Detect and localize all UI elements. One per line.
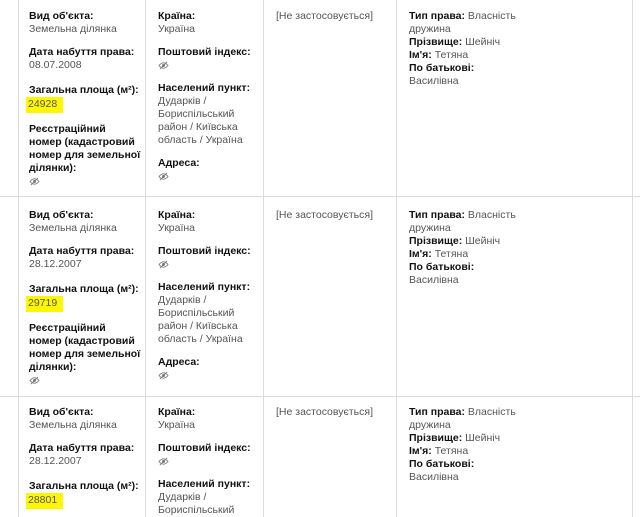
row-divider [0, 396, 640, 397]
table-border-left [18, 0, 19, 517]
right-type-label: Тип права: [409, 209, 465, 221]
acquisition-date-value: 28.12.2007 [29, 455, 82, 467]
patronymic-value: Василівна [409, 274, 459, 286]
country-label: Країна: [158, 209, 196, 221]
right-type-value: Власність дружина [409, 209, 516, 234]
table-row [29, 406, 141, 507]
locality-value: Дударків / Бориспільський [158, 491, 235, 516]
acquisition-date-value: 08.07.2008 [29, 59, 82, 71]
postal-code-value [158, 455, 260, 468]
location-cell [158, 10, 260, 183]
right-type-value: Власність дружина [409, 10, 516, 35]
object-type-label: Вид об'єкта: [29, 406, 94, 418]
cadastral-number-label: Реєстраційний номер (кадастровий номер для земельної ділянки): [29, 322, 141, 373]
owner-cell [409, 406, 519, 484]
right-type-label: Тип права: [409, 10, 465, 22]
not-applicable-text: [Не застосовується] [276, 10, 373, 22]
column-divider [145, 0, 146, 517]
acquisition-date-label: Дата набуття права: [29, 442, 135, 454]
eye-slash-icon [29, 177, 40, 186]
surname-value: Шейніч [465, 36, 501, 48]
name-value: Тетяна [434, 49, 469, 61]
eye-slash-icon [158, 172, 169, 181]
postal-code-label: Поштовий індекс: [158, 442, 251, 454]
postal-code-label: Поштовий індекс: [158, 245, 251, 257]
surname-label: Прізвище: [409, 235, 463, 247]
owner-cell [409, 10, 519, 88]
eye-slash-icon [158, 260, 169, 269]
cadastral-number-value [29, 374, 141, 387]
location-cell [158, 406, 260, 517]
object-type-value: Земельна ділянка [29, 222, 117, 234]
total-area-label: Загальна площа (м²): [29, 84, 139, 96]
table-row [29, 10, 141, 188]
name-label: Ім'я: [409, 49, 432, 61]
object-type-label: Вид об'єкта: [29, 10, 94, 22]
address-value [158, 170, 260, 183]
name-label: Ім'я: [409, 248, 432, 260]
total-area-label: Загальна площа (м²): [29, 480, 139, 492]
country-value: Україна [158, 419, 196, 431]
cadastral-number-label: Реєстраційний номер (кадастровий номер для земельної ділянки): [29, 123, 141, 174]
cadastral-number-value [29, 175, 141, 188]
object-type-label: Вид об'єкта: [29, 209, 94, 221]
patronymic-label: По батькові: [409, 62, 475, 74]
locality-value: Дударків / Бориспільський район / Київська область / Україна [158, 95, 243, 146]
total-area-value: 28801 [26, 493, 63, 509]
locality-label: Населений пункт: [158, 478, 251, 490]
postal-code-label: Поштовий індекс: [158, 46, 251, 58]
eye-slash-icon [29, 376, 40, 385]
total-area-value: 29719 [26, 296, 63, 312]
address-value [158, 369, 260, 382]
postal-code-value [158, 59, 260, 72]
surname-value: Шейніч [465, 432, 501, 444]
patronymic-value: Василівна [409, 471, 459, 483]
eye-slash-icon [158, 61, 169, 70]
name-value: Тетяна [434, 248, 469, 260]
acquisition-date-value: 28.12.2007 [29, 258, 82, 270]
right-type-label: Тип права: [409, 406, 465, 418]
country-value: Україна [158, 23, 196, 35]
address-label: Адреса: [158, 356, 200, 368]
owner-cell [409, 209, 519, 287]
object-type-value: Земельна ділянка [29, 23, 117, 35]
object-type-value: Земельна ділянка [29, 419, 117, 431]
patronymic-label: По батькові: [409, 458, 475, 470]
not-applicable-text: [Не застосовується] [276, 209, 373, 221]
country-label: Країна: [158, 406, 196, 418]
eye-slash-icon [158, 371, 169, 380]
acquisition-date-label: Дата набуття права: [29, 245, 135, 257]
table-row [29, 209, 141, 387]
location-cell [158, 209, 260, 382]
not-applicable-text: [Не застосовується] [276, 406, 373, 418]
surname-value: Шейніч [465, 235, 501, 247]
locality-value: Дударків / Бориспільський район / Київська область / Україна [158, 294, 243, 345]
name-value: Тетяна [434, 445, 469, 457]
patronymic-label: По батькові: [409, 261, 475, 273]
total-area-label: Загальна площа (м²): [29, 283, 139, 295]
surname-label: Прізвище: [409, 432, 463, 444]
surname-label: Прізвище: [409, 36, 463, 48]
patronymic-value: Василівна [409, 75, 459, 87]
table-border-right [632, 0, 633, 517]
eye-slash-icon [158, 457, 169, 466]
address-label: Адреса: [158, 157, 200, 169]
column-divider [263, 0, 264, 517]
country-value: Україна [158, 222, 196, 234]
country-label: Країна: [158, 10, 196, 22]
name-label: Ім'я: [409, 445, 432, 457]
postal-code-value [158, 258, 260, 271]
column-divider [396, 0, 397, 517]
acquisition-date-label: Дата набуття права: [29, 46, 135, 58]
row-divider [0, 196, 640, 197]
locality-label: Населений пункт: [158, 82, 251, 94]
right-type-value: Власність дружина [409, 406, 516, 431]
locality-label: Населений пункт: [158, 281, 251, 293]
total-area-value: 24928 [26, 97, 63, 113]
